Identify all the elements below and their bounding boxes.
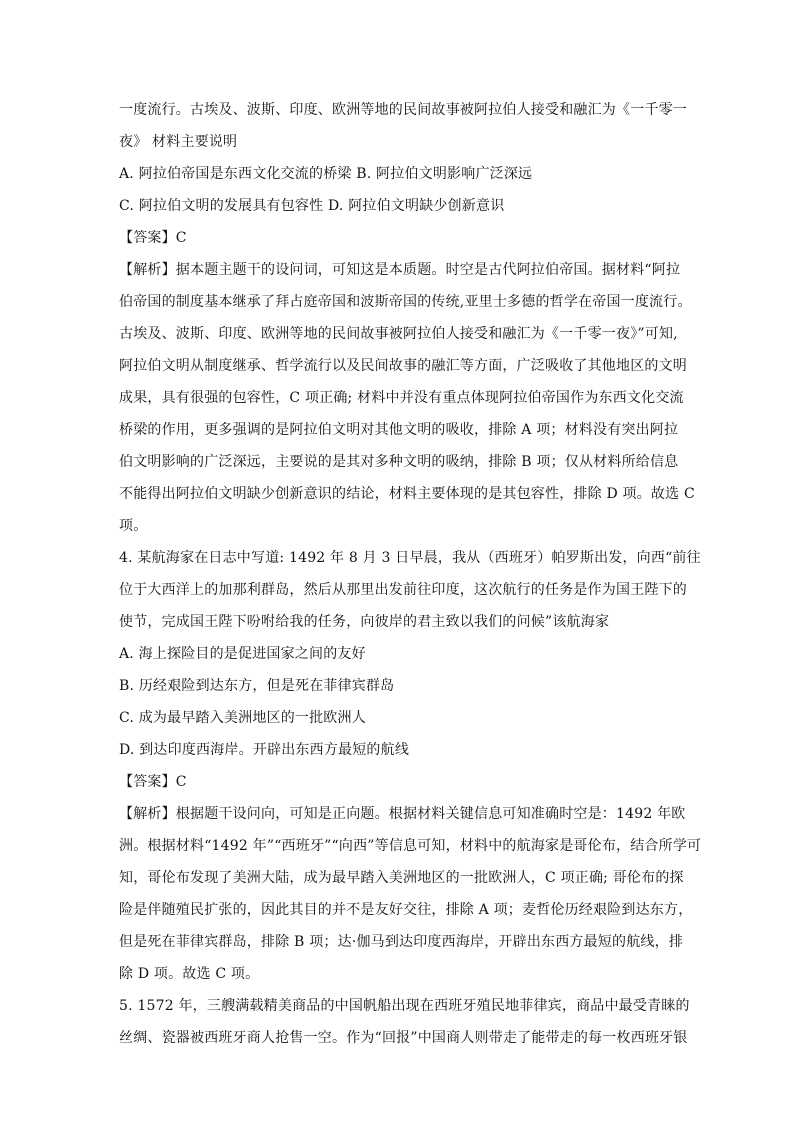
q4-analysis-line-5: 但是死在菲律宾群岛，排除 B 项；达·伽马到达印度西海岸，开辟出东西方最短的航线，排 bbox=[119, 934, 684, 950]
q3-analysis-line-8: 不能得出阿拉伯文明缺少创新意识的结论，材料主要体现的是其包容性，排除 D 项。故选 C bbox=[119, 486, 695, 502]
q3-analysis-line-4: 阿拉伯文明从制度继承、哲学流行以及民间故事的融汇等方面，广泛吸收了其他地区的文明 bbox=[119, 358, 687, 374]
q4-answer: 【答案】C bbox=[119, 774, 187, 790]
q4-analysis-line-3: 知，哥伦布发现了美洲大陆，成为最早踏入美洲地区的一批欧洲人，C 项正确; 哥伦布的探 bbox=[119, 870, 684, 886]
q4-analysis-line-1: 【解析】根据题干设问向，可知是正向题。根据材料关键信息可知准确时空是：1492 年欧 bbox=[119, 806, 686, 822]
q4-stem-line-3: 使节，完成国王陛下吩咐给我的任务，向彼岸的君主致以我们的问候”该航海家 bbox=[119, 614, 610, 630]
q3-options-cd: C. 阿拉伯文明的发展具有包容性 D. 阿拉伯文明缺少创新意识 bbox=[119, 198, 505, 214]
q3-analysis-line-7: 伯文明影响的广泛深远，主要说的是其对多种文明的吸纳，排除 B 项；仅从材料所给信息 bbox=[119, 454, 679, 470]
q3-analysis-line-9: 项。 bbox=[119, 518, 148, 534]
q3-analysis-line-2: 伯帝国的制度基本继承了拜占庭帝国和波斯帝国的传统,亚里士多德的哲学在帝国一度流行。 bbox=[119, 294, 692, 310]
q4-option-b: B. 历经艰险到达东方，但是死在菲律宾群岛 bbox=[119, 678, 395, 694]
q3-analysis-line-1: 【解析】据本题主题干的设问词，可知这是本质题。时空是古代阿拉伯帝国。据材料“阿拉 bbox=[119, 262, 681, 278]
q3-stem-line-2: 夜》 材料主要说明 bbox=[119, 134, 238, 150]
q3-analysis-line-5: 成果，具有很强的包容性，C 项正确; 材料中并没有重点体现阿拉伯帝国作为东西文化交流 bbox=[119, 390, 684, 406]
q3-analysis-line-6: 桥梁的作用，更多强调的是阿拉伯文明对其他文明的吸收，排除 A 项；材料没有突出阿拉 bbox=[119, 422, 679, 438]
q3-options-ab: A. 阿拉伯帝国是东西文化交流的桥梁 B. 阿拉伯文明影响广泛深远 bbox=[119, 166, 533, 182]
q3-analysis-line-3: 古埃及、波斯、印度、欧洲等地的民间故事被阿拉伯人接受和融汇为《一千零一夜》”可知, bbox=[119, 326, 678, 342]
q4-option-c: C. 成为最早踏入美洲地区的一批欧洲人 bbox=[119, 710, 366, 726]
q3-stem-line-1: 一度流行。古埃及、波斯、印度、欧洲等地的民间故事被阿拉伯人接受和融汇为《一千零一 bbox=[119, 102, 687, 118]
q4-analysis-line-2: 洲。根据材料“1492 年”“西班牙”“向西”等信息可知，材料中的航海家是哥伦布，结合所学可 bbox=[119, 838, 702, 854]
q4-stem-line-2: 位于大西洋上的加那利群岛，然后从那里出发前往印度，这次航行的任务是作为国王陛下的 bbox=[119, 582, 687, 598]
q4-stem-line-1: 4. 某航海家在日志中写道: 1492 年 8 月 3 日早晨，我从（西班牙）帕罗斯出发，向西“前往 bbox=[119, 550, 701, 566]
q4-analysis-line-6: 除 D 项。故选 C 项。 bbox=[119, 966, 260, 982]
q4-analysis-line-4: 险是伴随殖民扩张的，因此其目的并不是友好交往，排除 A 项；麦哲伦历经艰险到达东方， bbox=[119, 902, 693, 918]
q5-stem-line-2: 丝绸、瓷器被西班牙商人抢售一空。作为“回报”中国商人则带走了能带走的每一枚西班牙银 bbox=[119, 1030, 688, 1046]
q3-answer: 【答案】C bbox=[119, 230, 187, 246]
q4-option-d: D. 到达印度西海岸。开辟出东西方最短的航线 bbox=[119, 742, 410, 758]
q5-stem-line-1: 5. 1572 年，三艘满载精美商品的中国帆船出现在西班牙殖民地菲律宾，商品中最受青睐的 bbox=[119, 998, 690, 1014]
q4-option-a: A. 海上探险目的是促进国家之间的友好 bbox=[119, 646, 366, 662]
